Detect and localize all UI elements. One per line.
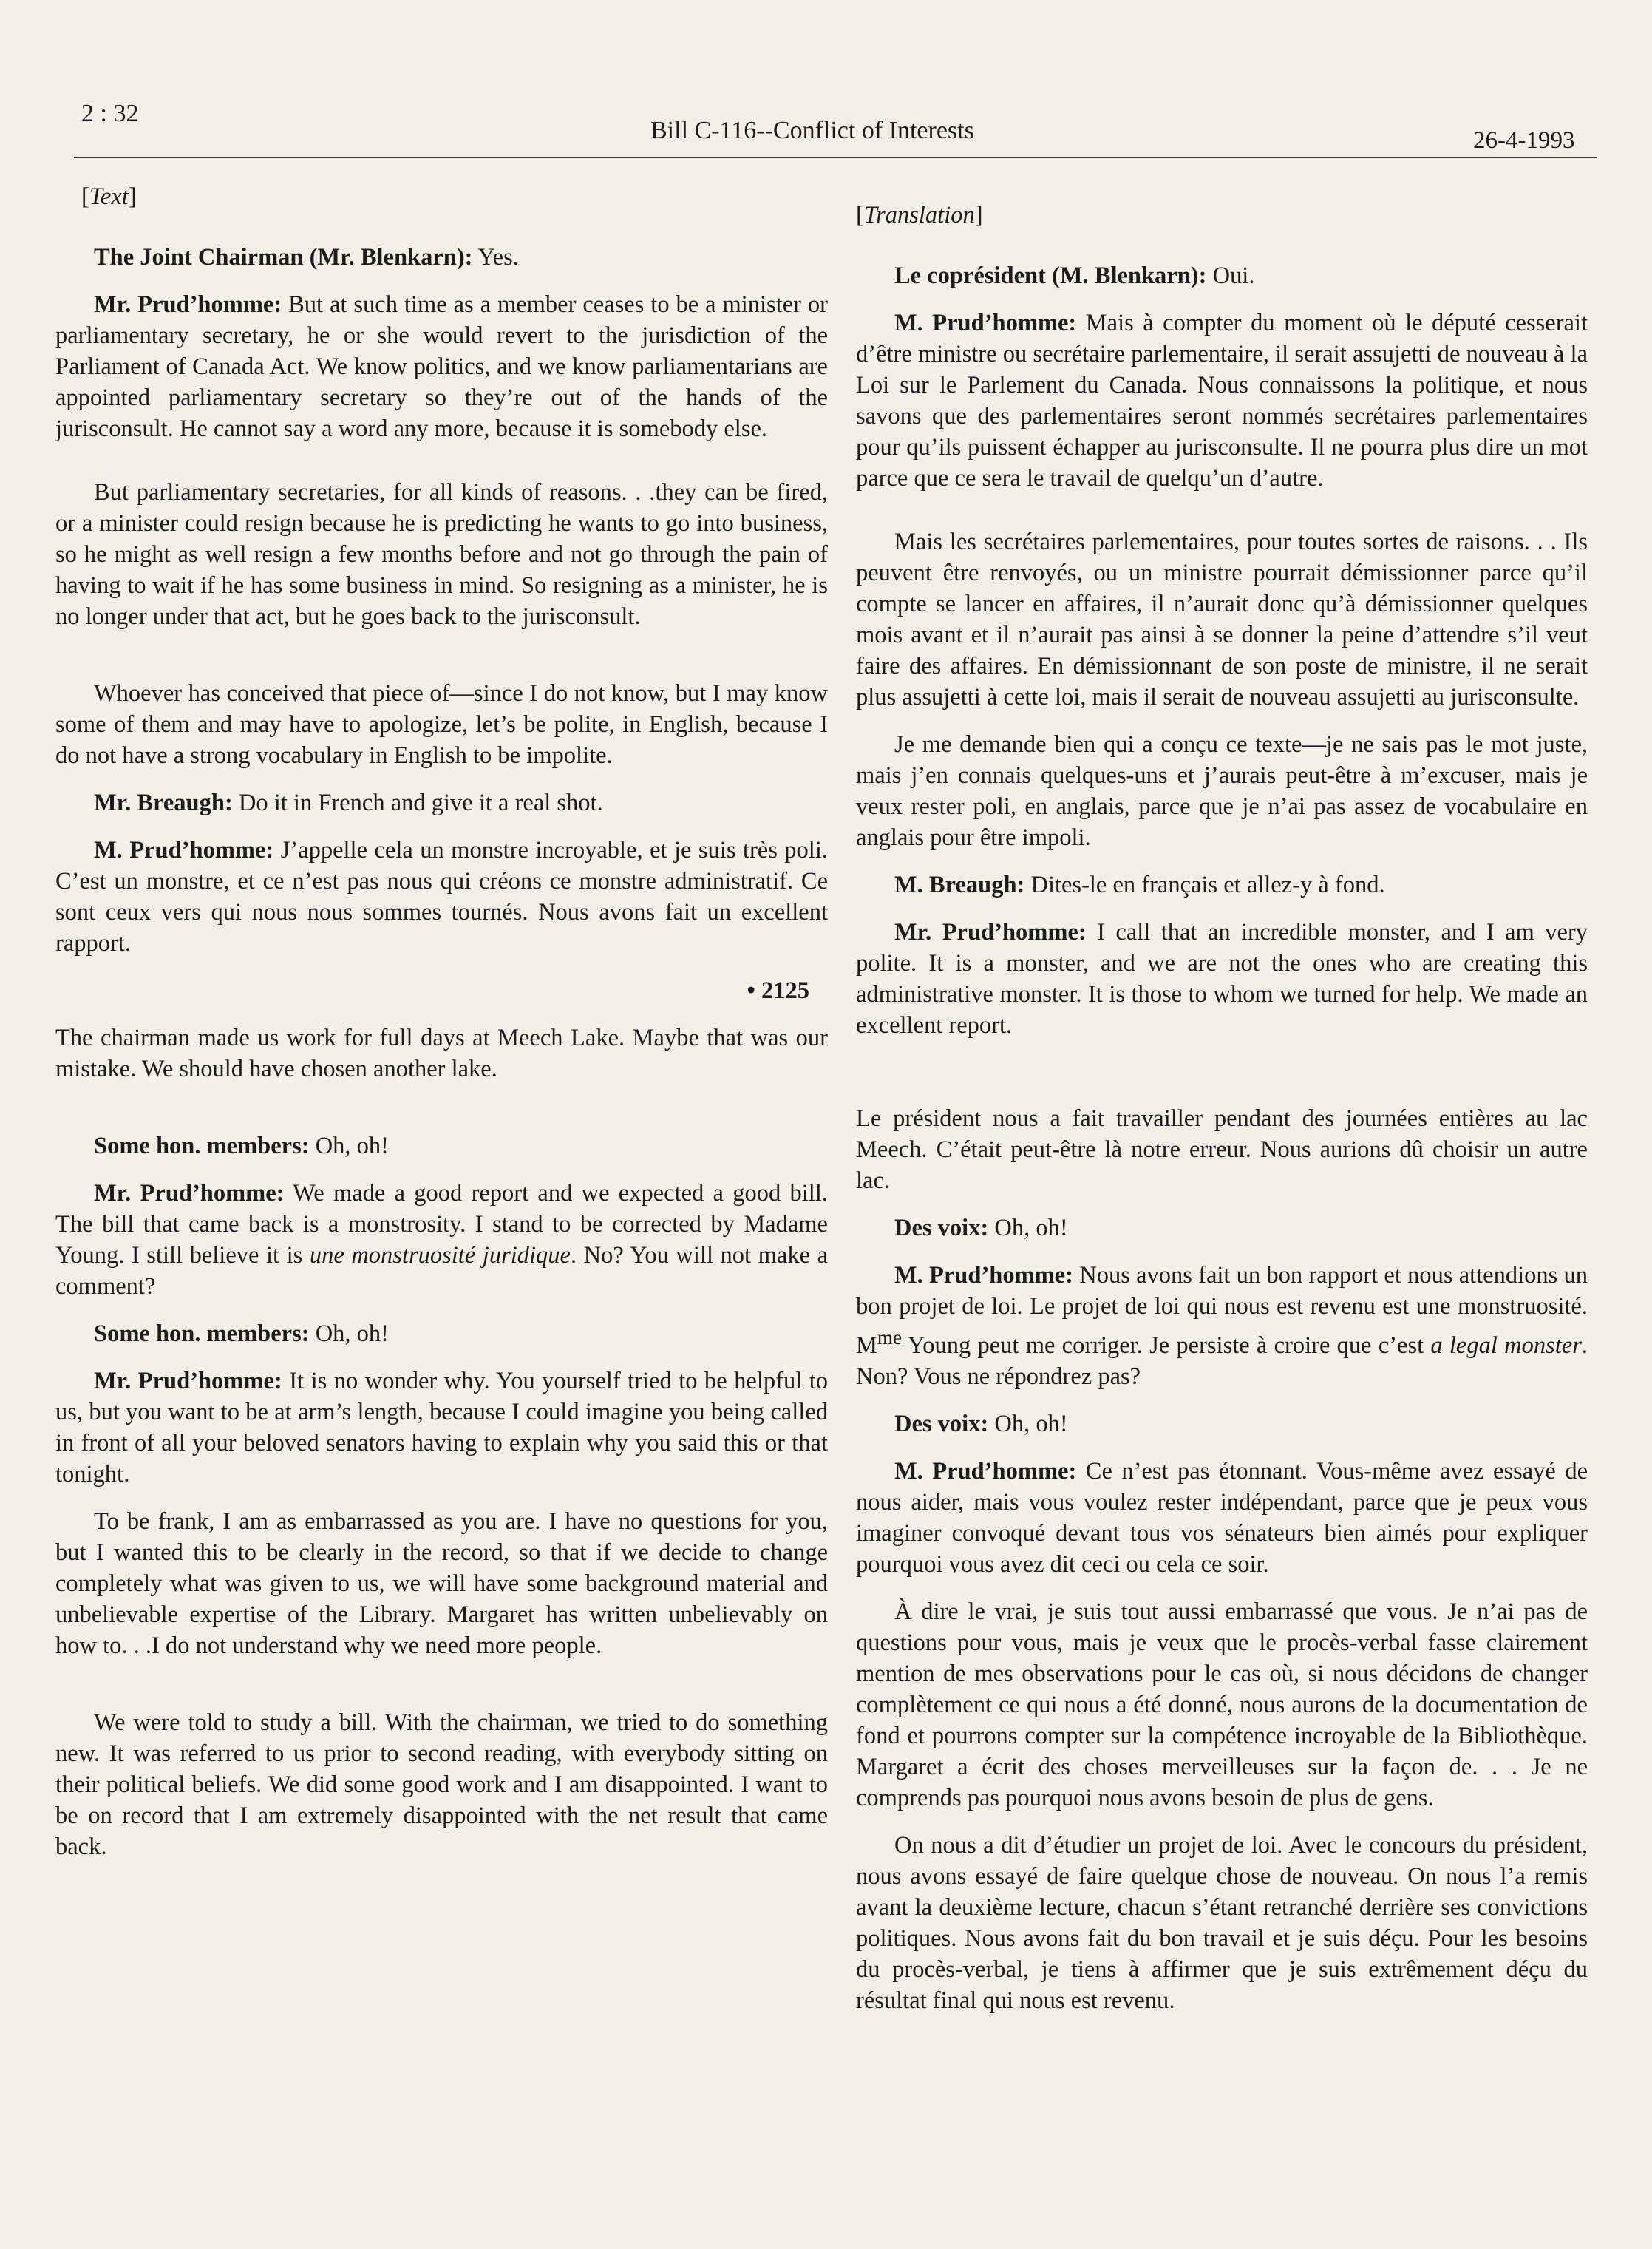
speaker: Mr. Prud’homme: <box>94 1368 282 1394</box>
speaker: Mr. Breaugh: <box>94 790 233 816</box>
left-column <box>55 181 828 1879</box>
paragraph: To be frank, I am as embarrassed as you are. I have no questions for you, but I wanted this to be clearly in the record, so that if we decide to change completely what was given to us, we will have some background material and unbelievable expertise of the Library. Margaret has written unbelievably on how to. . .I do not understand why we need more people. <box>55 1508 828 1659</box>
speech-text: I call that an incredible monster, and I am very polite. It is a monster, and we are not the ones who are creating this administrative monster. It is those to whom we turned for help. We made an excellent report. <box>856 919 1588 1039</box>
speaker: Le coprésident (M. Blenkarn): <box>894 262 1207 289</box>
speech-text: Oh, oh! <box>315 1133 389 1159</box>
speaker: M. Prud’homme: <box>894 1262 1073 1289</box>
speech-text: But at such time as a member ceases to be a minister or parliamentary secretary, he or she would revert to the jurisdiction of the Parliament of Canada Act. We know politics, and we know parliamentarians are appointed parliamentary secretary so they’re out of the hands of the jurisconsult. He cannot say a word any more, because it is somebody else. <box>55 291 828 442</box>
paragraph <box>856 1456 1588 1580</box>
paragraph <box>55 1366 828 1490</box>
speech-superscript: me <box>877 1326 902 1349</box>
speaker: Mr. Prud’homme: <box>94 291 282 318</box>
speaker: Some hon. members: <box>94 1133 310 1159</box>
paragraph <box>55 835 828 959</box>
speaker: Mr. Prud’homme: <box>94 1180 285 1207</box>
header-rule <box>74 157 1597 158</box>
column-tag: [Text] <box>81 183 137 210</box>
paragraph: Je me demande bien qui a conçu ce texte—je ne sais pas le mot juste, mais j’en connais quelques-uns et j’aurais peut-être à m’excuser, mais je veux rester poli, en anglais, parce que je n’ai pas assez de vocabulaire en anglais pour être impoli. <box>856 731 1588 851</box>
paragraph: But parliamentary secretaries, for all kinds of reasons. . .they can be fired, or a minister could resign because he is predicting he wants to go into business, so he might as well resign a few months before and not go through the pain of having to wait if he has some business in mind. So resigning as a minister, he is no longer under that act, but he goes back to the jurisconsult. <box>55 479 828 630</box>
speaker: Mr. Prud’homme: <box>894 919 1087 946</box>
paragraph: Mais les secrétaires parlementaires, pour toutes sortes de raisons. . . Ils peuvent être renvoyés, ou un ministre pourrait démissionner parce qu’il compte se lancer en affaires, il n’aurait donc qu’à démissionner quelques mois avant et il n’aurait pas ainsi à se donner la peine d’attendre s’il veut faire des affaires. En démissionnant de son poste de ministre, il ne serait plus assujetti à cette loi, mais il serait de nouveau assujetti au jurisconsulte. <box>856 529 1588 710</box>
speech-text: Yes. <box>477 244 519 271</box>
speech-text: Nous avons fait un bon rapport et nous attendions un bon projet de loi. Le projet de loi qui nous est revenu est une monstruosité. M <box>856 1262 1588 1359</box>
speech-text: Do it in French and give it a real shot. <box>238 790 603 816</box>
running-title: Bill C-116--Conflict of Interests <box>650 117 974 144</box>
speech-text: Oh, oh! <box>994 1410 1068 1437</box>
speech-text: It is no wonder why. You yourself tried to be helpful to us, but you want to be at arm’s length, because I could imagine you being called in front of all your beloved senators having to explain why you said this or that tonight. <box>55 1368 829 1488</box>
column-tag-text: Translation <box>863 202 975 228</box>
paragraph: On nous a dit d’étudier un projet de loi. Avec le concours du président, nous avons essayé de faire quelque chose de nouveau. On nous l’a remis avant la deuxième lecture, chacun s’étant retranché derrière ses convictions politiques. Nous avons fait du bon travail et je suis déçu. Pour les besoins du procès-verbal, je tiens à affirmer que je suis extrêmement déçu du résultat final qui nous est revenu. <box>856 1831 1588 2014</box>
speech-text: Young peut me corriger. Je persiste à croire que c’est <box>902 1332 1431 1359</box>
speech-italic: a legal monster <box>1430 1332 1582 1359</box>
paragraph: The chairman made us work for full days at Meech Lake. Maybe that was our mistake. We should have chosen another lake. <box>55 1025 828 1082</box>
speech-text: . Non? Vous ne répondrez pas? <box>856 1332 1588 1390</box>
paragraph: We were told to study a bill. With the chairman, we tried to do something new. It was referred to us prior to second reading, with everybody sitting on their political beliefs. We did some good work and I am disappointed. I want to be on record that I am extremely disappointed with the net result that came back. <box>55 1709 828 1860</box>
speaker: Some hon. members: <box>94 1320 310 1347</box>
speaker: M. Prud’homme: <box>894 310 1077 336</box>
page-number: 2 : 32 <box>81 100 139 127</box>
paragraph <box>856 308 1588 494</box>
speaker: M. Prud’homme: <box>894 1457 1077 1485</box>
paragraph <box>856 1408 1588 1439</box>
speech-text: Ce n’est pas étonnant. Vous-même avez essayé de nous aider, mais vous voulez rester indépendant, parce que je peux vous imaginer convoqué devant tous vos sénateurs bien aimés pour expliquer pourquoi vous avez dit ceci ou cela ce soir. <box>856 1457 1588 1578</box>
page-header <box>0 0 1652 170</box>
paragraph <box>55 242 828 273</box>
speech-text: Dites-le en français et allez-y à fond. <box>1030 872 1385 898</box>
paragraph <box>55 289 828 444</box>
paragraph <box>856 869 1588 900</box>
paragraph <box>55 1130 828 1161</box>
paragraph: Whoever has conceived that piece of—since I do not know, but I may know some of them and may have to apologize, let’s be polite, in English, because I do not have a strong vocabulary in English to be impolite. <box>55 680 828 769</box>
right-column <box>856 200 1588 2032</box>
column-tag: [Translation] <box>856 202 983 228</box>
speaker: M. Breaugh: <box>894 872 1025 898</box>
paragraph <box>55 787 828 818</box>
paragraph <box>55 1318 828 1349</box>
speech-text: Oui. <box>1212 262 1255 289</box>
speech-text: Oh, oh! <box>315 1320 389 1347</box>
speech-italic: une monstruosité juridique <box>309 1242 571 1269</box>
speech-text: . No? You will not make a comment? <box>55 1242 828 1300</box>
paragraph: Le président nous a fait travailler pendant des journées entières au lac Meech. C’était peut-être là notre erreur. Nous aurions dû choisir un autre lac. <box>856 1105 1588 1194</box>
speech-text: J’appelle cela un monstre incroyable, et je suis très poli. C’est un monstre, et ce n’est pas nous qui créons ce monstre administratif. Ce sont ceux vers qui nous nous sommes tournés. Nous avons fait un excellent rapport. <box>55 837 828 957</box>
paragraph <box>856 1212 1588 1244</box>
speech-text: Oh, oh! <box>994 1215 1068 1241</box>
speaker: The Joint Chairman (Mr. Blenkarn): <box>94 244 473 271</box>
paragraph <box>856 1260 1588 1392</box>
speech-text: Mais à compter du moment où le député cesserait d’être ministre ou secrétaire parlementaire, il serait assujetti de nouveau à la Loi sur le Parlement du Canada. Nous connaissons la politique, et nous savons que des parlementaires seront nommés secrétaires parlementaires pour qu’ils puissent échapper au jurisconsulte. Il ne pourra plus dire un mot parce que ce sera le travail de quelqu’un d’autre. <box>856 310 1588 492</box>
header-date: 26-4-1993 <box>1473 127 1575 154</box>
speaker: Des voix: <box>894 1215 989 1241</box>
time-marker: • 2125 <box>747 977 809 1004</box>
speaker: M. Prud’homme: <box>94 837 274 864</box>
paragraph <box>55 1178 828 1302</box>
speech-text: We made a good report and we expected a good bill. The bill that came back is a monstrosity. I stand to be corrected by Madame Young. I still believe it is <box>55 1180 828 1269</box>
column-tag-text: Text <box>89 183 129 210</box>
speaker: Des voix: <box>894 1410 989 1437</box>
paragraph <box>856 917 1588 1041</box>
paragraph <box>856 260 1588 291</box>
paragraph: À dire le vrai, je suis tout aussi embarrassé que vous. Je n’ai pas de questions pour vous, mais je veux que le procès-verbal fasse clairement mention de mes observations pour le cas où, si nous décidons de changer complètement ce qui nous a été donné, nous aurons de la documentation de fond et pourrons compter sur la compétence incroyable de la Bibliothèque. Margaret a écrit des choses merveilleuses sur la façon de. . . Je ne comprends pas pourquoi nous avons besoin de plus de gens. <box>856 1598 1588 1811</box>
